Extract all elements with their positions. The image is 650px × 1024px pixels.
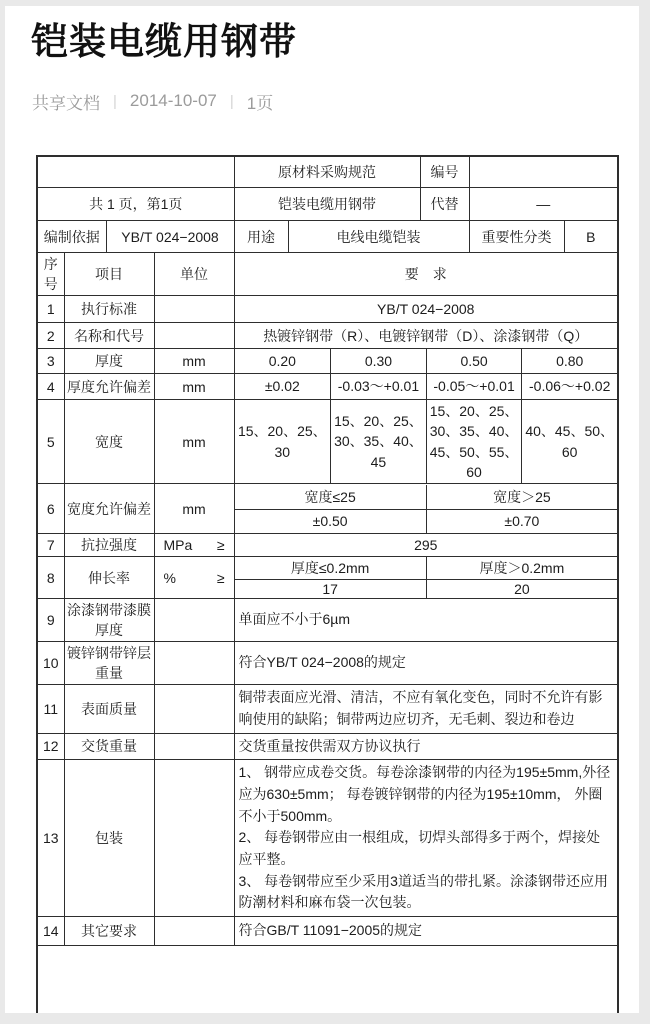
row-req xyxy=(234,349,617,374)
req-subheader: 厚度＞0.2mm xyxy=(426,557,617,579)
row-no: 3 xyxy=(38,349,64,374)
row-no: 9 xyxy=(38,599,64,642)
info-number-value xyxy=(469,157,617,188)
req-subheader: 宽度＞25 xyxy=(426,485,617,509)
row-unit xyxy=(154,760,234,917)
info-number-label: 编号 xyxy=(420,157,469,188)
footer-empty-cell xyxy=(38,946,617,1013)
req-subheader: 宽度≤25 xyxy=(304,488,356,505)
row-item: 宽度 xyxy=(64,400,154,484)
packing-item: 2、 每卷钢带应由一根组成，切焊头部得多于两个，焊接处应平整。 xyxy=(238,829,601,868)
req-value: ±0.70 xyxy=(426,509,617,533)
table-row xyxy=(38,349,617,374)
table-row xyxy=(38,296,617,323)
meta-separator: | xyxy=(113,92,117,110)
row-item: 其它要求 xyxy=(64,917,154,946)
row-item: 交货重量 xyxy=(64,733,154,760)
header-req: 要 求 xyxy=(234,253,617,296)
table-row xyxy=(38,374,617,400)
req-value: -0.03～+0.01 xyxy=(330,374,426,399)
info-basis-label: 编制依据 xyxy=(38,221,106,253)
row-unit: mm xyxy=(154,400,234,484)
row-no: 10 xyxy=(38,642,64,685)
document-card xyxy=(5,6,639,1013)
table-row xyxy=(38,557,617,599)
row-item: 执行标准 xyxy=(64,296,154,323)
gte-symbol: ≥ xyxy=(216,537,225,554)
req-value: ±0.50 xyxy=(235,509,426,533)
row-req xyxy=(234,374,617,400)
row-unit xyxy=(154,733,234,760)
info-doc-name: 铠装电缆用钢带 xyxy=(234,188,420,221)
meta-page-count: 1页 xyxy=(246,93,274,113)
spec-section xyxy=(38,253,617,1013)
req-value: ±0.02 xyxy=(264,378,300,395)
row-req: 295 xyxy=(234,534,617,557)
req-value: 17 xyxy=(235,579,426,598)
header-seq: 序号 xyxy=(38,253,64,296)
meta-separator: | xyxy=(229,92,234,110)
row-req: 符合YB/T 024−2008的规定 xyxy=(234,642,617,685)
req-value: 0.20 xyxy=(268,352,296,369)
info-importance-label: 重要性分类 xyxy=(469,221,564,253)
row-no: 7 xyxy=(38,534,64,557)
row-req xyxy=(234,400,617,484)
row-item: 厚度允许偏差 xyxy=(64,374,154,400)
table-row xyxy=(38,323,617,349)
footer-empty-row xyxy=(38,946,617,1013)
info-basis-value: YB/T 024−2008 xyxy=(106,221,234,253)
row-unit xyxy=(154,917,234,946)
row-item: 镀锌钢带锌层重量 xyxy=(64,642,154,685)
packing-item: 3、 每卷钢带应至少采用3道适当的带扎紧。涂漆钢带还应用防潮材料和麻布袋一次包装。 xyxy=(238,872,608,911)
table-row xyxy=(38,642,617,685)
row-no: 6 xyxy=(38,484,64,534)
info-row-basis xyxy=(38,221,617,253)
req-value: 15、20、25、30、35、40、45、50、55、60 xyxy=(426,400,522,483)
row-no: 12 xyxy=(38,733,64,760)
info-replace-label: 代替 xyxy=(420,188,469,221)
row-item: 表面质量 xyxy=(64,685,154,733)
req-value: 40、45、50、60 xyxy=(521,400,617,483)
row-req: 铜带表面应光滑、清洁，不应有氧化变色，同时不允许有影响使用的缺陷；铜带两边应切齐，无毛刺、裂边和卷边 xyxy=(234,685,617,733)
row-item: 包装 xyxy=(64,760,154,917)
row-unit: mm xyxy=(154,349,234,374)
table-row xyxy=(38,534,617,557)
row-unit xyxy=(154,642,234,685)
row-no: 14 xyxy=(38,917,64,946)
row-no: 1 xyxy=(38,296,64,323)
table-row xyxy=(38,760,617,917)
row-no: 13 xyxy=(38,760,64,917)
meta-source: 共享文档 xyxy=(32,93,100,113)
info-replace-value: — xyxy=(469,188,617,221)
table-row xyxy=(38,484,617,534)
document-meta xyxy=(32,89,639,114)
page-title: 铠装电缆用钢带 xyxy=(31,21,297,62)
req-value: 20 xyxy=(426,579,617,598)
row-unit xyxy=(154,599,234,642)
row-item: 宽度允许偏差 xyxy=(64,484,154,534)
info-row-doc-name xyxy=(38,188,617,221)
row-req: 交货重量按供需双方协议执行 xyxy=(234,733,617,760)
row-no: 8 xyxy=(38,557,64,599)
row-item: 厚度 xyxy=(64,349,154,374)
req-value: 15、20、25、30 xyxy=(237,423,327,460)
row-item: 涂漆钢带漆膜厚度 xyxy=(64,599,154,642)
row-req: 热镀锌钢带（R）、电镀锌钢带（D）、涂漆钢带（Q） xyxy=(234,323,617,349)
info-page-info: 共 1 页，第1页 xyxy=(38,188,234,221)
row-req xyxy=(234,557,617,599)
row-req: 符合GB/T 11091−2005的规定 xyxy=(234,917,617,946)
info-usage-value: 电线电缆铠装 xyxy=(288,221,469,253)
meta-date: 2014-10-07 xyxy=(129,91,217,111)
row-unit: mm xyxy=(154,374,234,400)
header-unit: 单位 xyxy=(154,253,234,296)
row-unit: mm xyxy=(154,484,234,534)
info-empty-cell xyxy=(38,157,234,188)
row-unit xyxy=(154,323,234,349)
row-req: 单面应不小于6µm xyxy=(234,599,617,642)
table-row xyxy=(38,400,617,484)
row-no: 2 xyxy=(38,323,64,349)
unit-name: MPa xyxy=(163,537,193,554)
header-item: 项目 xyxy=(64,253,154,296)
row-unit xyxy=(154,296,234,323)
info-section xyxy=(38,157,617,254)
table-row xyxy=(38,733,617,760)
info-doc-type: 原材料采购规范 xyxy=(234,157,420,188)
packing-item: 1、 钢带应成卷交货。每卷涂漆钢带的内径为195±5mm,外径应为630±5mm； 每卷镀锌钢带的内径为195±10mm， 外圈不小于500mm。 xyxy=(238,764,611,824)
info-row-doc-type xyxy=(38,157,617,188)
req-value: 15、20、25、30、35、40、45 xyxy=(330,400,426,483)
table-row xyxy=(38,685,617,733)
info-importance-value: B xyxy=(564,221,617,253)
req-value: 0.50 xyxy=(426,349,522,373)
row-req xyxy=(234,484,617,534)
row-item: 伸长率 xyxy=(64,557,154,599)
req-value: 0.30 xyxy=(330,349,426,373)
row-item: 抗拉强度 xyxy=(64,534,154,557)
req-value: -0.06～+0.02 xyxy=(521,374,617,399)
req-value: 0.80 xyxy=(521,349,617,373)
row-unit xyxy=(154,534,234,557)
row-no: 11 xyxy=(38,685,64,733)
row-unit xyxy=(154,685,234,733)
table-row xyxy=(38,917,617,946)
spec-table xyxy=(36,155,619,1013)
gte-symbol: ≥ xyxy=(216,569,225,586)
req-subheader: 厚度≤0.2mm xyxy=(290,560,370,577)
info-usage-label: 用途 xyxy=(234,221,288,253)
row-item: 名称和代号 xyxy=(64,323,154,349)
row-unit xyxy=(154,557,234,599)
req-value: -0.05～+0.01 xyxy=(426,374,522,399)
row-req: YB/T 024−2008 xyxy=(234,296,617,323)
row-req xyxy=(234,760,617,917)
row-no: 4 xyxy=(38,374,64,400)
unit-name: % xyxy=(163,569,176,586)
spec-header-row xyxy=(38,253,617,296)
table-row xyxy=(38,599,617,642)
row-no: 5 xyxy=(38,400,64,484)
